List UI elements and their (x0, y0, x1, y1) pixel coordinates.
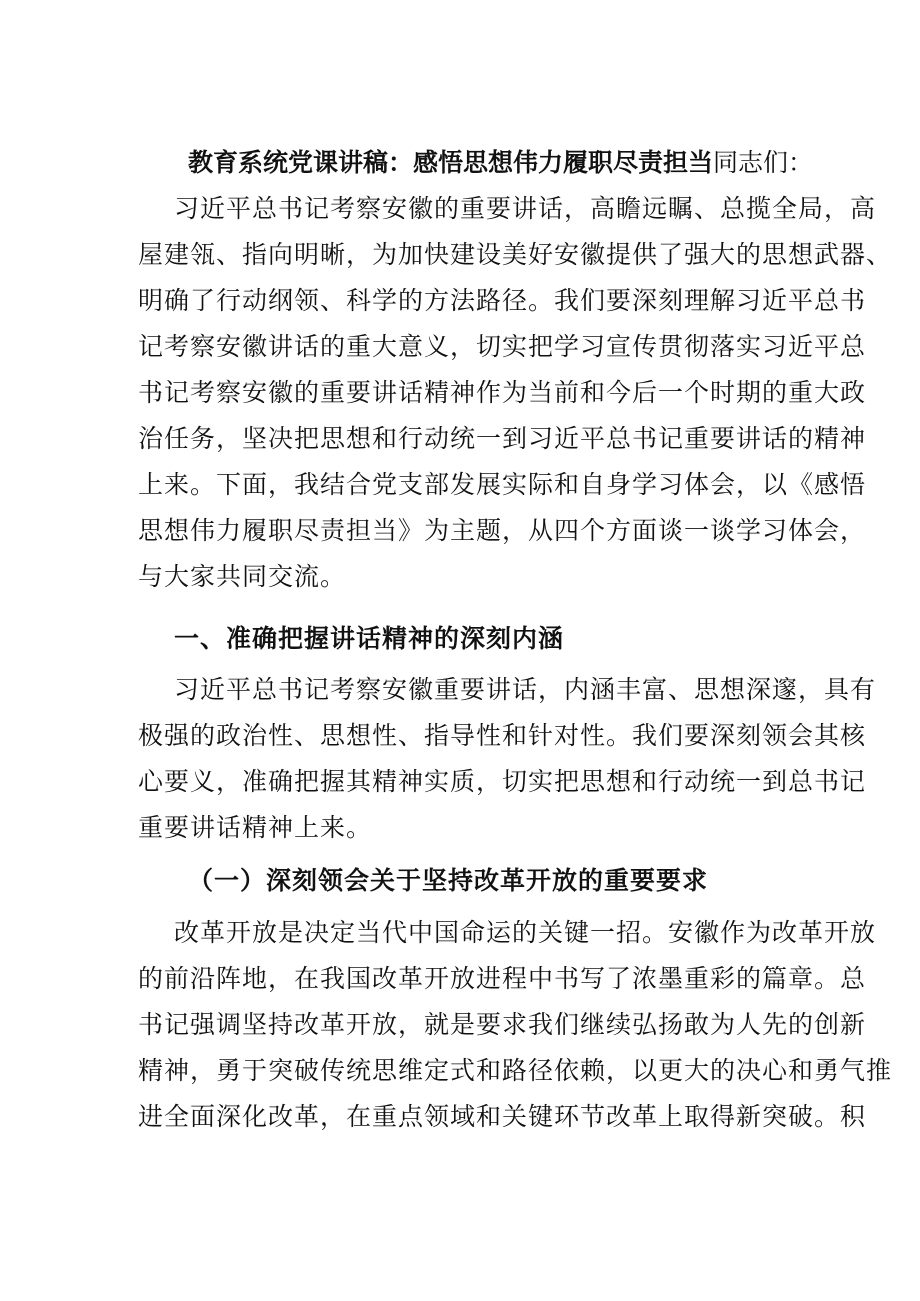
subsection-heading: （一）深刻领会关于坚持改革开放的重要要求 (188, 866, 709, 895)
paragraph-line: 极强的政治性、思想性、指导性和针对性。我们要深刻领会其核 (138, 721, 867, 750)
paragraph-line: 与大家共同交流。 (138, 562, 347, 591)
paragraph-line: 心要义，准确把握其精神实质，切实把思想和行动统一到总书记 (138, 767, 867, 796)
paragraph-line: 习近平总书记考察安徽重要讲话，内涵丰富、思想深邃，具有 (174, 675, 877, 704)
paragraph-line: 明确了行动纲领、科学的方法路径。我们要深刻理解习近平总书 (138, 286, 867, 315)
section-heading: 一、准确把握讲话精神的深刻内涵 (174, 624, 565, 653)
paragraph-line: 记考察安徽讲话的重大意义，切实把学习宣传贯彻落实习近平总 (138, 332, 867, 361)
document-title-line (188, 143, 814, 183)
paragraph-line: 思想伟力履职尽责担当》为主题，从四个方面谈一谈学习体会， (138, 516, 867, 545)
paragraph-line: 精神，勇于突破传统思维定式和路径依赖，以更大的决心和勇气推 (138, 1056, 893, 1085)
paragraph-line: 改革开放是决定当代中国命运的关键一招。安徽作为改革开放 (174, 918, 877, 947)
paragraph-line: 进全面深化改革，在重点领域和关键环节改革上取得新突破。积 (138, 1102, 867, 1131)
paragraph-line: 的前沿阵地，在我国改革开放进程中书写了浓墨重彩的篇章。总 (138, 964, 867, 993)
paragraph-line: 书记考察安徽的重要讲话精神作为当前和今后一个时期的重大政 (138, 378, 867, 407)
salutation: 同志们： (713, 148, 814, 177)
paragraph-line: 屋建瓴、指向明晰，为加快建设美好安徽提供了强大的思想武器、 (138, 240, 893, 269)
document-title: 教育系统党课讲稿：感悟思想伟力履职尽责担当 (188, 148, 714, 177)
paragraph-line: 上来。下面，我结合党支部发展实际和自身学习体会，以《感悟 (138, 470, 867, 499)
paragraph-line: 书记强调坚持改革开放，就是要求我们继续弘扬敢为人先的创新 (138, 1010, 867, 1039)
paragraph-line: 重要讲话精神上来。 (138, 813, 373, 842)
paragraph-line: 习近平总书记考察安徽的重要讲话，高瞻远瞩、总揽全局，高 (174, 194, 877, 223)
paragraph-line: 治任务，坚决把思想和行动统一到习近平总书记重要讲话的精神 (138, 424, 867, 453)
